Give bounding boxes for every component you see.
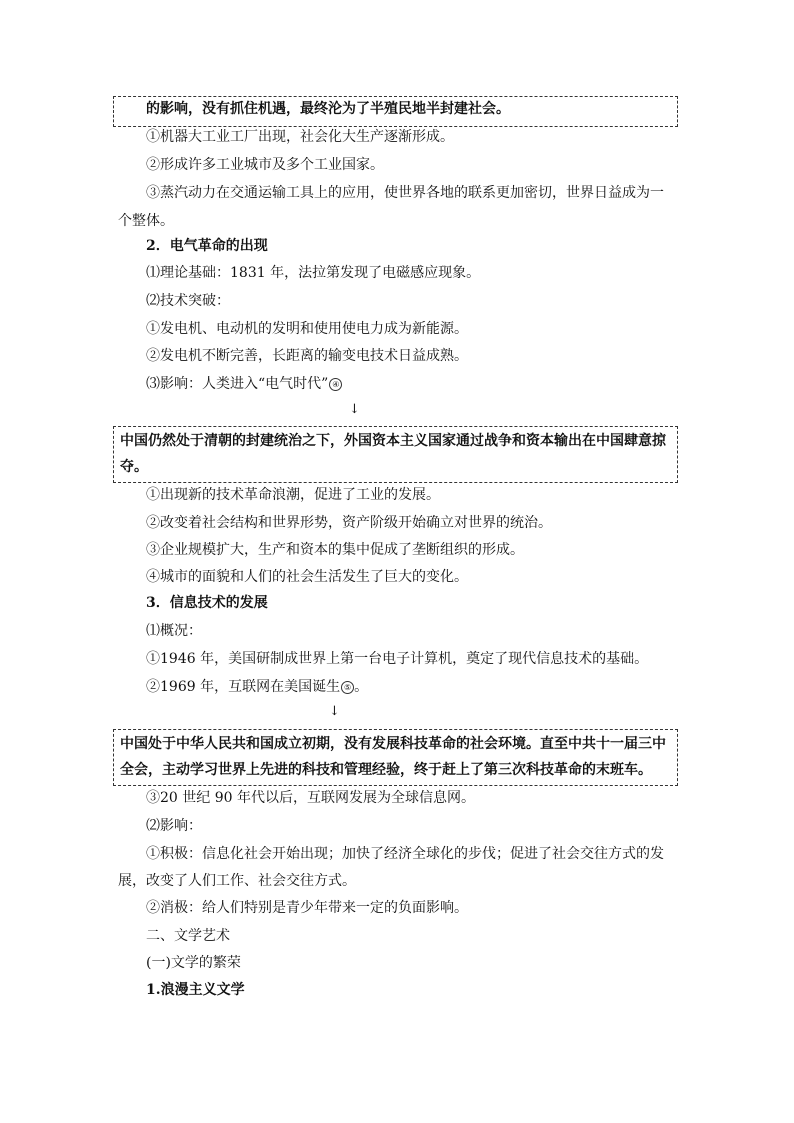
industrial-item-2: ②形成许多工业城市及多个工业国家。 bbox=[146, 157, 384, 173]
electric-tech-item-1: ①发电机、电动机的发明和使用使电力成为新能源。 bbox=[146, 321, 468, 337]
info-item-1: ①1946 年，美国研制成世界上第一台电子计算机，奠定了现代信息技术的基础。 bbox=[146, 651, 649, 667]
note-3-line-2: 全会，主动学习世界上先进的科技和管理经验，终于赶上了第三次科技革命的末班车。 bbox=[120, 762, 652, 778]
electric-effect-1: ①出现新的技术革命浪潮，促进了工业的发展。 bbox=[146, 487, 440, 503]
info-positive-line-1: ①积极：信息化社会开始出现；加快了经济全球化的步伐；促进了社会交往方式的发 bbox=[146, 846, 664, 862]
electric-tech-item-2: ②发电机不断完善，长距离的输变电技术日益成熟。 bbox=[146, 348, 468, 364]
electric-effect-4: ④城市的面貌和人们的社会生活发生了巨大的变化。 bbox=[146, 569, 468, 585]
electric-tech-heading: ⑵技术突破： bbox=[146, 293, 230, 309]
industrial-item-1: ①机器大工业工厂出现，社会化大生产逐渐形成。 bbox=[146, 129, 454, 145]
electric-heading: 2．电气革命的出现 bbox=[146, 238, 268, 254]
electric-impact-line bbox=[146, 375, 342, 393]
electric-theory: ⑴理论基础：1831 年，法拉第发现了电磁感应现象。 bbox=[146, 265, 481, 281]
note-3-line-1: 中国处于中华人民共和国成立初期，没有发展科技革命的社会环境。直至中共十一届三中 bbox=[120, 736, 666, 752]
literature-item-title: 1.浪漫主义文学 bbox=[146, 982, 245, 998]
info-item-2: ②1969 年，互联网在美国诞生 bbox=[146, 679, 341, 695]
electric-effect-3: ③企业规模扩大，生产和资本的集中促成了垄断组织的形成。 bbox=[146, 542, 524, 558]
electric-impact: ⑶影响：人类进入“电气时代” bbox=[146, 376, 329, 392]
info-impact-heading: ⑵影响： bbox=[146, 818, 202, 834]
info-item-2-line: ②1969 年，互联网在美国诞生 ⑤ 。 bbox=[146, 679, 369, 695]
industrial-item-3: ③蒸汽动力在交通运输工具上的应用，使世界各地的联系更加密切，世界日益成为一 bbox=[146, 185, 664, 201]
info-heading: 3．信息技术的发展 bbox=[146, 595, 268, 611]
arrow-down-icon: ↓ bbox=[349, 402, 360, 417]
info-item-3: ③20 世纪 90 年代以后，互联网发展为全球信息网。 bbox=[146, 790, 475, 806]
note-marker-4: ④ bbox=[329, 378, 342, 391]
note-2-line-2: 夺。 bbox=[120, 459, 148, 475]
literature-subsection-title: (一)文学的繁荣 bbox=[146, 955, 241, 971]
note-marker-5: ⑤ bbox=[341, 681, 354, 694]
industrial-item-3-cont: 个整体。 bbox=[118, 213, 174, 229]
arrow-down-icon-2: ↓ bbox=[329, 704, 340, 719]
info-negative: ②消极：给人们特别是青少年带来一定的负面影响。 bbox=[146, 900, 468, 916]
info-overview-heading: ⑴概况： bbox=[146, 623, 202, 639]
note-1-line-1: 的影响，没有抓住机遇，最终沦为了半殖民地半封建社会。 bbox=[146, 101, 510, 117]
note-2-line-1: 中国仍然处于清朝的封建统治之下，外国资本主义国家通过战争和资本输出在中国肆意掠 bbox=[120, 433, 666, 449]
electric-effect-2: ②改变着社会结构和世界形势，资产阶级开始确立对世界的统治。 bbox=[146, 515, 552, 531]
literature-section-title: 二、文学艺术 bbox=[146, 928, 230, 944]
info-positive-line-2: 展，改变了人们工作、社会交往方式。 bbox=[118, 873, 356, 889]
